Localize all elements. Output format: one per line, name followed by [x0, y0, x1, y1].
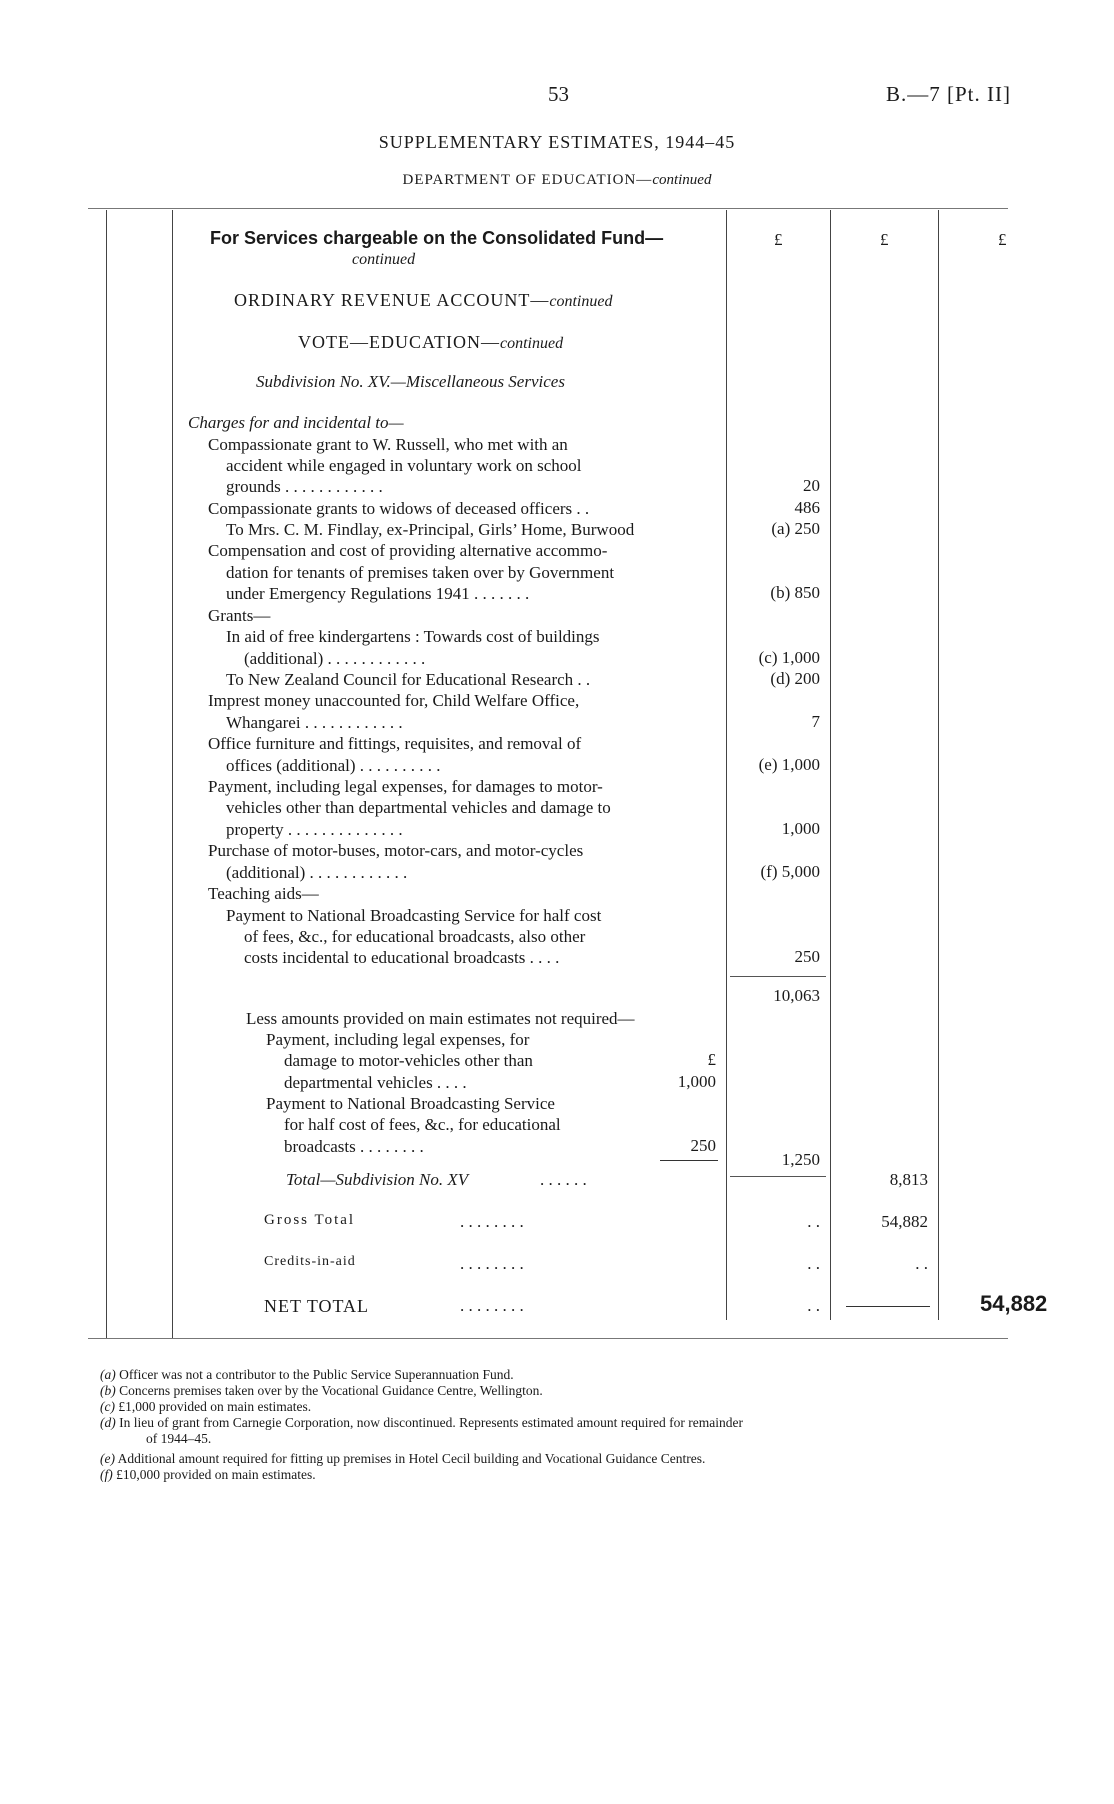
less-line: Payment to National Broadcasting Service — [266, 1094, 555, 1113]
subdivision-total-amount: 8,813 — [889, 1170, 928, 1189]
footnote-letter: (a) — [100, 1367, 116, 1382]
less-inner-amount: 1,000 — [677, 1072, 716, 1091]
table-inner-left-rule — [172, 210, 173, 1338]
footnote-text: Concerns premises taken over by the Vocational Guidance Centre, Wellington. — [119, 1383, 543, 1398]
footnote-text: of 1944–45. — [146, 1431, 212, 1446]
item-amount: 7 — [811, 712, 820, 731]
document-reference: B.—7 [Pt. II] — [886, 82, 1011, 106]
item-amount: (e) 1,000 — [758, 755, 820, 774]
footnote — [100, 1467, 316, 1483]
column-1-unit: £ — [774, 230, 783, 249]
footnote-letter: (c) — [100, 1399, 115, 1414]
footnote-letter: (f) — [100, 1467, 113, 1482]
net-total-rule — [846, 1306, 930, 1307]
column-rule-2 — [830, 210, 831, 1320]
credits-in-aid-label: Credits-in-aid — [264, 1254, 356, 1269]
account-continued: continued — [549, 293, 613, 310]
subtotal-amount: 10,063 — [773, 986, 820, 1005]
page-title: SUPPLEMENTARY ESTIMATES, 1944–45 — [378, 132, 736, 152]
footnote — [100, 1399, 311, 1415]
less-inner-rule — [660, 1160, 718, 1161]
item-line: To New Zealand Council for Educational Research . . — [226, 670, 591, 689]
footnote-text: Additional amount required for fitting up premises in Hotel Cecil building and Vocational Guidance Centres. — [117, 1451, 706, 1466]
footnote-letter: (e) — [100, 1451, 115, 1466]
table-top-rule — [88, 208, 1008, 209]
subtotal-rule — [730, 976, 826, 977]
footnote-text: Officer was not a contributor to the Public Service Superannuation Fund. — [119, 1367, 514, 1382]
item-line: (additional) . . . . . . . . . . . . — [244, 649, 426, 668]
item-line: Payment to National Broadcasting Service for half cost — [226, 906, 602, 925]
footnote — [146, 1431, 211, 1447]
item-amount: (a) 250 — [771, 519, 820, 538]
gross-total-label: Gross Total — [264, 1212, 356, 1228]
footnote — [100, 1451, 705, 1467]
item-line: Payment, including legal expenses, for damages to motor- — [208, 777, 603, 796]
item-line: (additional) . . . . . . . . . . . . — [226, 863, 408, 882]
less-inner-amount: 250 — [690, 1136, 716, 1155]
footnote-letter: (d) — [100, 1415, 116, 1430]
item-line: of fees, &c., for educational broadcasts, also other — [244, 927, 586, 946]
less-line: Payment, including legal expenses, for — [266, 1030, 530, 1049]
item-amount: 1,000 — [781, 819, 820, 838]
net-total-dots: . . . . . . . . — [460, 1296, 524, 1315]
subdivision-total-label: Total—Subdivision No. XV — [286, 1170, 469, 1189]
item-amount: 250 — [794, 947, 820, 966]
item-line: Charges for and incidental to— — [188, 413, 404, 432]
credits-in-aid-col1: . . — [807, 1254, 820, 1273]
item-amount: 20 — [803, 476, 820, 495]
less-inner-unit: £ — [707, 1050, 716, 1069]
less-line: for half cost of fees, &c., for educational — [284, 1115, 561, 1134]
fund-heading-continued: continued — [352, 251, 416, 268]
net-total-col1: . . — [807, 1296, 820, 1315]
department-continued: continued — [652, 172, 712, 188]
item-line: To Mrs. C. M. Findlay, ex-Principal, Girls’ Home, Burwood — [226, 520, 635, 539]
item-line: Imprest money unaccounted for, Child Welfare Office, — [208, 691, 580, 710]
gross-total-dots: . . . . . . . . — [460, 1212, 524, 1231]
gross-total-amount: 54,882 — [881, 1212, 928, 1231]
table-bottom-rule — [88, 1338, 1008, 1339]
item-line: Teaching aids— — [208, 884, 319, 903]
vote-continued: continued — [499, 335, 564, 352]
item-line: Compassionate grant to W. Russell, who met with an — [208, 435, 568, 454]
account-name: ORDINARY REVENUE ACCOUNT— — [234, 290, 550, 310]
item-line: under Emergency Regulations 1941 . . . . . . . — [226, 584, 530, 603]
item-line: vehicles other than departmental vehicles and damage to — [226, 798, 611, 817]
footnote — [100, 1415, 743, 1431]
item-line: grounds . . . . . . . . . . . . — [226, 477, 383, 496]
footnote — [100, 1367, 514, 1383]
account-heading — [234, 290, 612, 311]
fund-heading: For Services chargeable on the Consolidated Fund— — [210, 228, 664, 248]
item-amount: (b) 850 — [770, 583, 820, 602]
less-line: damage to motor-vehicles other than — [284, 1051, 533, 1070]
credits-in-aid-col2: . . — [915, 1254, 928, 1273]
footnote-text: £10,000 provided on main estimates. — [116, 1467, 316, 1482]
credits-in-aid-dots: . . . . . . . . — [460, 1254, 524, 1273]
item-line: Whangarei . . . . . . . . . . . . — [226, 713, 403, 732]
item-line: Compensation and cost of providing alternative accommo- — [208, 541, 608, 560]
department-name: DEPARTMENT OF EDUCATION— — [402, 172, 653, 188]
gross-total-col1: . . — [807, 1212, 820, 1231]
column-2-unit: £ — [880, 230, 889, 249]
footnote-text: In lieu of grant from Carnegie Corporation, now discontinued. Represents estimated amount required for remainder — [119, 1415, 743, 1430]
item-line: property . . . . . . . . . . . . . . — [226, 820, 403, 839]
item-amount: (c) 1,000 — [758, 648, 820, 667]
item-line: In aid of free kindergartens : Towards cost of buildings — [226, 627, 600, 646]
item-line: costs incidental to educational broadcasts . . . . — [244, 948, 560, 967]
item-line: Purchase of motor-buses, motor-cars, and motor-cycles — [208, 841, 584, 860]
less-line: departmental vehicles . . . . — [284, 1073, 467, 1092]
subdivision-total-dots: . . . . . . — [540, 1170, 587, 1189]
less-line: broadcasts . . . . . . . . — [284, 1137, 424, 1156]
vote-name: VOTE—EDUCATION— — [298, 332, 500, 352]
net-total-label: NET TOTAL — [264, 1296, 370, 1316]
column-3-unit: £ — [998, 230, 1007, 249]
item-line: offices (additional) . . . . . . . . . . — [226, 756, 441, 775]
item-amount: (d) 200 — [770, 669, 820, 688]
subdivision-heading: Subdivision No. XV.—Miscellaneous Services — [256, 372, 565, 391]
less-heading: Less amounts provided on main estimates not required— — [246, 1009, 635, 1028]
table-left-rule — [106, 210, 107, 1338]
item-line: accident while engaged in voluntary work on school — [226, 456, 582, 475]
vote-heading — [298, 332, 563, 353]
net-total-amount: 54,882 — [980, 1291, 1048, 1316]
item-amount: (f) 5,000 — [760, 862, 820, 881]
column-rule-3 — [938, 210, 939, 1320]
footnote-text: £1,000 provided on main estimates. — [118, 1399, 312, 1414]
department-heading — [0, 172, 1114, 189]
less-total-rule — [730, 1176, 826, 1177]
item-amount: 486 — [794, 498, 820, 517]
item-line: Compassionate grants to widows of deceased officers . . — [208, 499, 590, 518]
footnote — [100, 1383, 543, 1399]
footnote-letter: (b) — [100, 1383, 116, 1398]
less-total-amount: 1,250 — [781, 1150, 820, 1169]
page-number: 53 — [548, 82, 569, 106]
item-line: Office furniture and fittings, requisites, and removal of — [208, 734, 582, 753]
item-line: dation for tenants of premises taken over by Government — [226, 563, 615, 582]
item-line: Grants— — [208, 606, 271, 625]
